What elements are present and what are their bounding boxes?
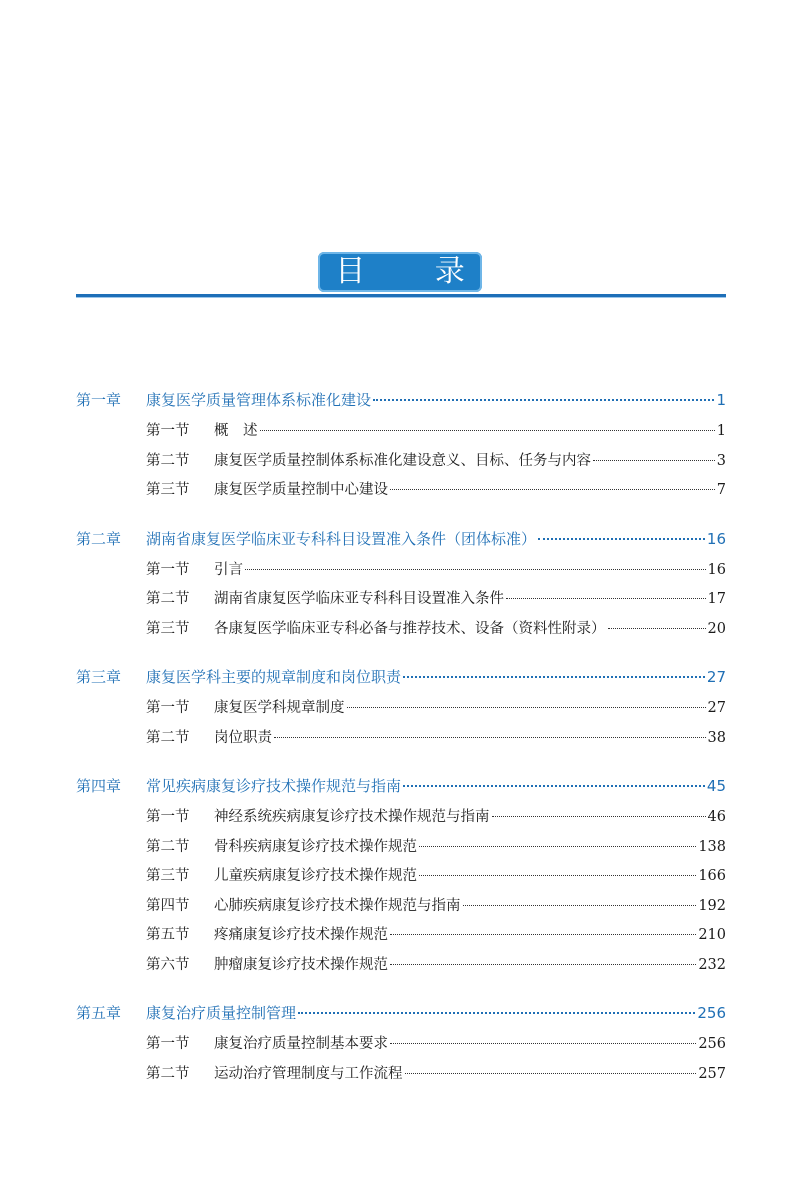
- toc-chapter-entry[interactable]: [76, 385, 726, 415]
- toc-section-list: [76, 694, 726, 753]
- toc-section-entry[interactable]: [146, 585, 726, 615]
- dot-leader: [373, 390, 714, 405]
- section-page-number: 232: [698, 956, 726, 973]
- toc-section-entry[interactable]: [146, 1030, 726, 1060]
- toc-chapter: [76, 662, 726, 753]
- section-number: 第一节: [146, 1036, 190, 1052]
- chapter-title: 康复治疗质量控制管理: [146, 1004, 297, 1022]
- toc-chapter: [76, 771, 726, 980]
- toc-section-entry[interactable]: [146, 803, 726, 833]
- section-number: 第一节: [146, 561, 190, 578]
- chapter-number: 第四章: [76, 777, 122, 795]
- section-number: 第三节: [146, 868, 190, 884]
- section-number: 第二节: [146, 452, 190, 469]
- section-page-number: 16: [707, 561, 726, 578]
- section-title: 神经系统疾病康复诊疗技术操作规范与指南: [214, 809, 490, 825]
- toc-section-list: [76, 556, 726, 645]
- section-page-number: 138: [698, 838, 726, 855]
- dot-leader: [260, 421, 715, 436]
- toc-section-entry[interactable]: [146, 833, 726, 863]
- section-number: 第一节: [146, 809, 190, 825]
- section-title: 康复医学质量控制体系标准化建设意义、目标、任务与内容: [214, 452, 591, 469]
- chapter-title: 常见疾病康复诊疗技术操作规范与指南: [146, 777, 402, 795]
- section-page-number: 166: [698, 868, 726, 884]
- chapter-title: 湖南省康复医学临床亚专科科目设置准入条件（团体标准）: [146, 529, 537, 548]
- dot-leader: [593, 450, 715, 465]
- section-title: 康复医学科规章制度: [214, 700, 345, 716]
- dot-leader: [506, 589, 706, 604]
- dot-leader: [403, 667, 705, 682]
- toc-section-entry[interactable]: [146, 615, 726, 645]
- toc-section-entry[interactable]: [146, 1060, 726, 1090]
- toc-section-list: [76, 1030, 726, 1089]
- section-title: 肿瘤康复诊疗技术操作规范: [214, 956, 388, 973]
- toc-section-entry[interactable]: [146, 556, 726, 586]
- chapter-page-number: 27: [706, 668, 726, 686]
- section-page-number: 17: [707, 591, 726, 607]
- toc-section-entry[interactable]: [146, 417, 726, 447]
- chapter-number: 第五章: [76, 1004, 122, 1022]
- dot-leader: [298, 1003, 695, 1018]
- toc-section-entry[interactable]: [146, 694, 726, 724]
- section-number: 第二节: [146, 1065, 190, 1082]
- section-page-number: 3: [716, 452, 726, 469]
- section-title: 岗位职责: [214, 729, 272, 746]
- table-of-contents: [76, 385, 726, 1107]
- section-number: 第五节: [146, 927, 190, 943]
- chapter-page-number: 256: [697, 1004, 726, 1022]
- toc-chapter-entry[interactable]: [76, 771, 726, 801]
- section-page-number: 1: [716, 423, 726, 439]
- section-number: 第二节: [146, 838, 190, 855]
- section-title: 湖南省康复医学临床亚专科科目设置准入条件: [214, 591, 504, 607]
- dot-leader: [390, 480, 715, 495]
- toc-chapter: [76, 998, 726, 1089]
- chapter-title: 康复医学质量管理体系标准化建设: [146, 391, 372, 409]
- toc-chapter-entry[interactable]: [76, 998, 726, 1028]
- section-page-number: 192: [698, 897, 726, 914]
- dot-leader: [492, 807, 706, 822]
- section-number: 第二节: [146, 729, 190, 746]
- chapter-title: 康复医学科主要的规章制度和岗位职责: [146, 668, 402, 686]
- dot-leader: [390, 954, 696, 969]
- section-number: 第六节: [146, 956, 190, 973]
- section-title: 骨科疾病康复诊疗技术操作规范: [214, 838, 417, 855]
- section-page-number: 256: [698, 1036, 726, 1052]
- toc-chapter-entry[interactable]: [76, 662, 726, 692]
- dot-leader: [390, 1034, 696, 1049]
- section-title: 康复治疗质量控制基本要求: [214, 1036, 388, 1052]
- dot-leader: [463, 895, 697, 910]
- section-number: 第一节: [146, 700, 190, 716]
- dot-leader: [538, 529, 705, 544]
- toc-section-list: [76, 803, 726, 980]
- section-page-number: 210: [698, 927, 726, 943]
- toc-title-badge: [318, 252, 495, 292]
- toc-chapter: [76, 385, 726, 506]
- dot-leader: [403, 776, 705, 791]
- dot-leader: [419, 866, 696, 881]
- toc-section-entry[interactable]: [146, 447, 726, 477]
- dot-leader: [608, 618, 706, 633]
- toc-section-entry[interactable]: [146, 921, 726, 951]
- section-number: 第四节: [146, 897, 190, 914]
- section-page-number: 46: [707, 809, 726, 825]
- section-number: 第二节: [146, 591, 190, 607]
- toc-chapter-entry[interactable]: [76, 524, 726, 554]
- toc-section-entry[interactable]: [146, 892, 726, 922]
- section-title: 概 述: [214, 423, 258, 439]
- chapter-number: 第二章: [76, 529, 122, 548]
- section-page-number: 20: [707, 620, 726, 637]
- section-title: 儿童疾病康复诊疗技术操作规范: [214, 868, 417, 884]
- section-title: 康复医学质量控制中心建设: [214, 482, 388, 498]
- dot-leader: [245, 559, 706, 574]
- toc-chapter: [76, 524, 726, 645]
- section-number: 第一节: [146, 423, 190, 439]
- chapter-page-number: 16: [706, 529, 726, 548]
- dot-leader: [347, 698, 706, 713]
- section-title: 疼痛康复诊疗技术操作规范: [214, 927, 388, 943]
- chapter-number: 第一章: [76, 391, 122, 409]
- chapter-page-number: 45: [706, 777, 726, 795]
- toc-section-entry[interactable]: [146, 476, 726, 506]
- section-number: 第三节: [146, 482, 190, 498]
- chapter-number: 第三章: [76, 668, 122, 686]
- title-divider: [76, 294, 726, 297]
- toc-section-list: [76, 417, 726, 506]
- section-title: 运动治疗管理制度与工作流程: [214, 1065, 403, 1082]
- section-number: 第三节: [146, 620, 190, 637]
- section-title: 各康复医学临床亚专科必备与推荐技术、设备（资料性附录）: [214, 620, 606, 637]
- section-page-number: 7: [716, 482, 726, 498]
- section-title: 引言: [214, 561, 243, 578]
- toc-section-entry[interactable]: [146, 951, 726, 981]
- dot-leader: [419, 836, 696, 851]
- toc-section-entry[interactable]: [146, 862, 726, 892]
- chapter-page-number: 1: [716, 391, 726, 409]
- toc-title: 目 录: [335, 254, 495, 289]
- section-page-number: 257: [698, 1065, 726, 1082]
- section-page-number: 38: [707, 729, 726, 746]
- toc-section-entry[interactable]: [146, 724, 726, 754]
- dot-leader: [274, 727, 706, 742]
- section-page-number: 27: [707, 700, 726, 716]
- dot-leader: [390, 925, 696, 940]
- dot-leader: [405, 1063, 697, 1078]
- section-title: 心肺疾病康复诊疗技术操作规范与指南: [214, 897, 461, 914]
